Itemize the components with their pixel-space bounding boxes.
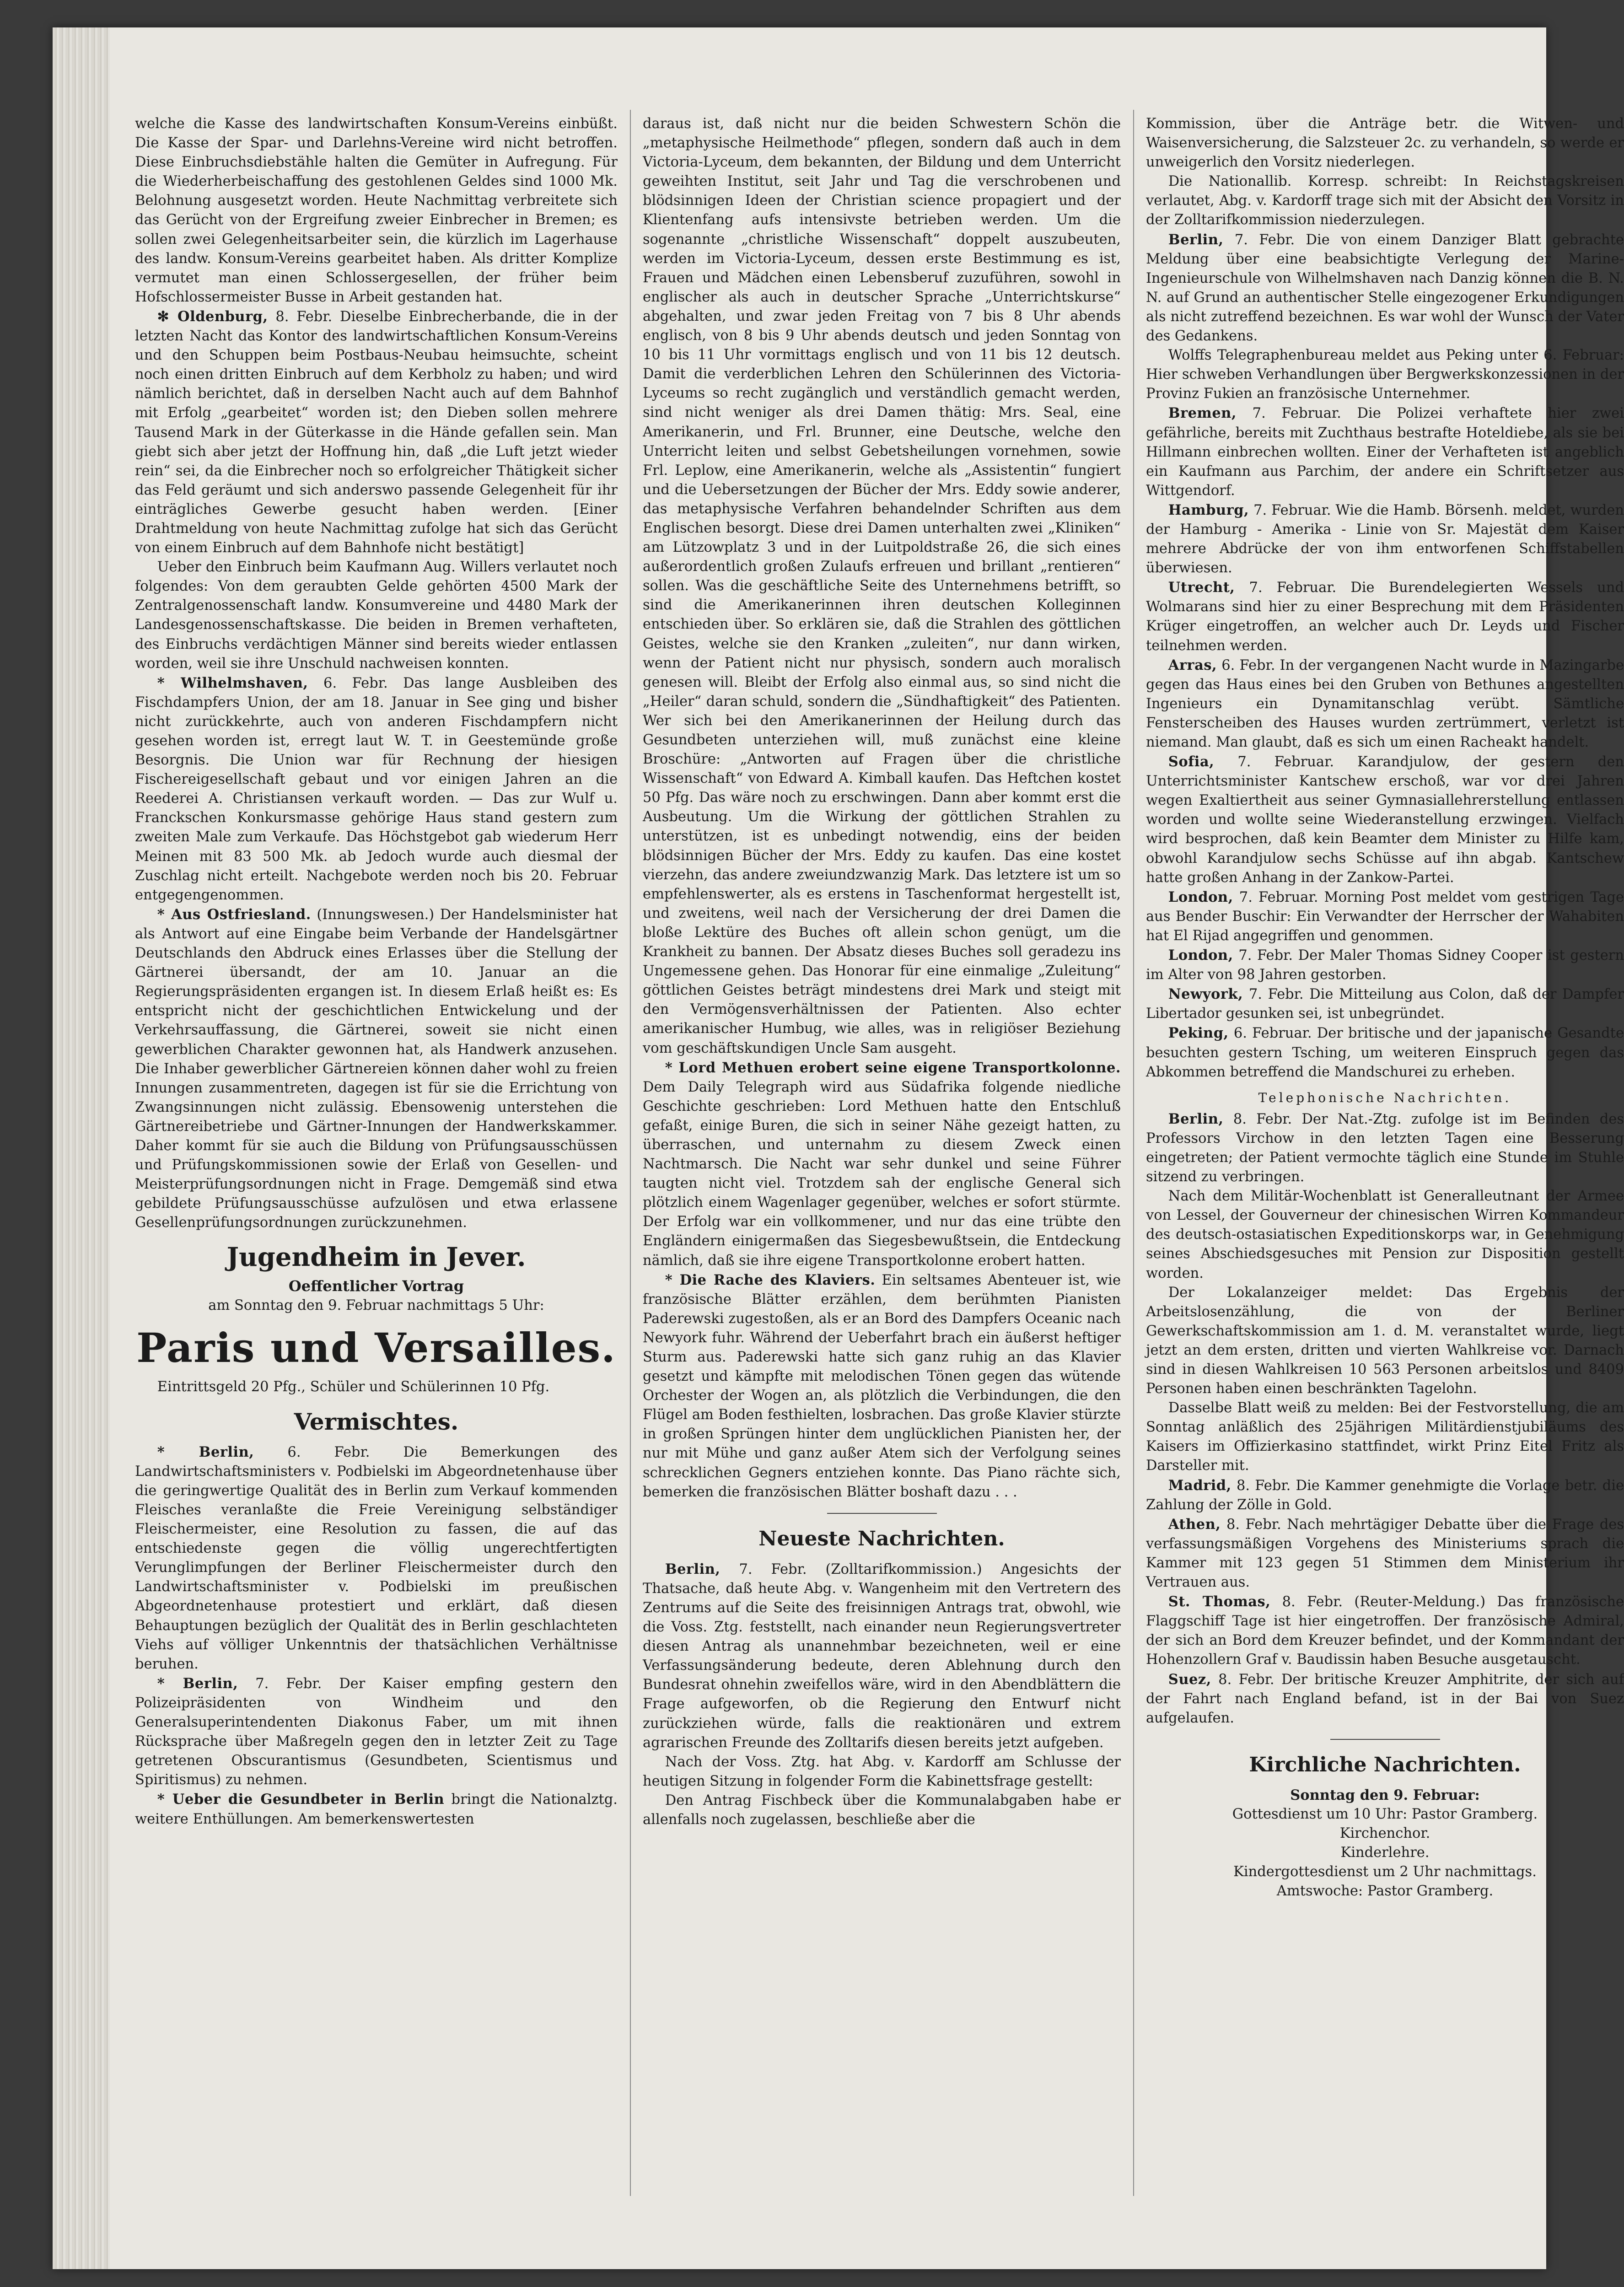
- article-text: bringt die Nationalztg. weitere Enthüllungen. Am bemerkenswertesten: [135, 1792, 618, 1827]
- article-dateline: Berlin,: [1168, 1110, 1224, 1127]
- article-text: daraus ist, daß nicht nur die beiden Schwestern Schön die „metaphysische Heilmethode“ pflegen, sondern daß auch in dem Victoria-Lyceum, dem bekannten, der Bildung und dem Unterricht geweihten Institut, seit Jahr und Tag die verschrobenen und blödsinnigen Ideen der Christian science propagiert und der Klientenfang aufs intensivste betrieben werden. Um die sogenannte „christliche Wissenschaft“ doppelt auszubeuten, werden im Victoria-Lyceum, dessen erste Bestimmung es ist, Frauen und Mädchen einen Lebensberuf zuzuführen, sowohl in englischer als auch in deutscher Sprache „Unterrichtskurse“ abgehalten, und zwar jeden Freitag von 7 bis 8 Uhr abends englisch, von 8 bis 9 Uhr abends deutsch und jeden Sonntag von 10 bis 11 Uhr vormittags englisch und von 11 bis 12 deutsch. Damit die verderblichen Lehren den Schülerinnen des Victoria-Lyceums so recht zugänglich und verständlich gemacht werden, sind nicht weniger als drei Damen thätig: Mrs. Seal, eine Amerikanerin, und Frl. Brunner, eine Deutsche, welche den Unterricht leiten und selbst Gebetsheilungen vornehmen, sowie Frl. Leplow, eine Amerikanerin, welche als „Assistentin“ fungiert und die Uebersetzungen der Bücher der Mrs. Eddy sowie anderer, das metaphysische Verfahren behandelnder Schriften aus dem Englischen besorgt. Diese drei Damen unterhalten zwei „Kliniken“ am Lützowplatz 3 und in der Luitpoldstraße 26, die sich eines außerordentlich großen Zulaufs erfreuen und brillant „rentieren“ sollen. Was die geschäftliche Seite des Unternehmens betrifft, so sind die Amerikanerinnen ihren deutschen Kolleginnen entschieden über. So erklären sie, daß die Strahlen des göttlichen Geistes, welche sie den Kranken „zuleiten“, nur dann wirken, wenn der Patient nicht nur physisch, sondern auch moralisch genesen will. Bleibt der Erfolg also einmal aus, so sind nicht die „Heiler“ daran schuld, sondern die „Sündhaftigkeit“ des Patienten. Wer sich bei den Amerikanerinnen der Heilung durch das Gesundbeten unterziehen will, muß zunächst eine kleine Broschüre: „Antworten auf Fragen über die christliche Wissenschaft“ von Edward A. Kimball kaufen. Das Heftchen kostet 50 Pfg. Das wäre noch zu erschwingen. Dann aber kommt erst die Ausbeutung. Um die Wirkung der göttlichen Strahlen zu unterstützen, ist es unbedingt notwendig, eins der beiden blödsinnigen Bücher der Mrs. Eddy zu kaufen. Das eine kostet vierzehn, das andere zweiundzwanzig Mark. Das letztere ist um so empfehlenswerter, als es erstens in Taschenformat hergestellt ist, und zweitens, weil nach der Versicherung der drei Damen die bloße Lektüre des Buches oft allein schon genügt, um die Krankheit zu bannen. Der Absatz dieses Buches soll geradezu ins Ungemessene gehen. Das Honorar für eine einmalige „Zuleitung“ göttlichen Geistes beträgt mindestens drei Mark und steigt mit den Vermögensverhältnissen der Patienten. Also echter amerikanischer Humbug, wie alles, was in religiöser Beziehung vom geschäftskundigen Uncle Sam ausgeht.: [643, 116, 1121, 1056]
- article-text: 8. Febr. Der Nat.-Ztg. zufolge ist im Befinden des Professors Virchow in den letzten Tagen eine Besserung eingetreten; der Patient vermochte täglich eine Stunde im Stuhle sitzend zu verbringen.: [1146, 1111, 1624, 1185]
- article-paragraph: [1146, 1515, 1624, 1592]
- column-rule: [630, 110, 631, 2196]
- article-paragraph: [1146, 656, 1624, 752]
- article-text: Wolffs Telegraphenbureau meldet aus Peking unter 6. Februar: Hier schweben Verhandlungen über Bergwerkskonzessionen in der Provinz Fukien an französische Unternehmer.: [1146, 347, 1624, 402]
- article-paragraph: [643, 114, 1121, 1058]
- article-dateline: * Die Rache des Klaviers.: [665, 1271, 876, 1288]
- article-paragraph: [135, 1674, 618, 1790]
- article-dateline: Arras,: [1168, 657, 1217, 673]
- article-paragraph: [1146, 1399, 1624, 1475]
- kirchlich-date: Sonntag den 9. Februar:: [1290, 1787, 1480, 1803]
- section-heading-vermischtes: Vermischtes.: [294, 1408, 459, 1435]
- article-text: 7. Februar. Die Burendelegierten Wessels und Wolmarans sind hier zu einer Besprechung mit dem Präsidenten Krüger eingetroffen, an welcher auch Dr. Leyds und Fischer teilnehmen werden.: [1146, 580, 1624, 654]
- article-paragraph: [1146, 114, 1624, 172]
- article-paragraph: [135, 905, 618, 1233]
- column-3: [1146, 114, 1624, 2191]
- article-paragraph: [1146, 985, 1624, 1023]
- article-paragraph: [1146, 1670, 1624, 1728]
- article-text: 8. Febr. Nach mehrtägiger Debatte über die Frage des verfassungsmäßigen Vorgehens des Ministeriums sprach die Kammer mit 123 gegen 51 Stimmen dem Ministerium ihr Vertrauen aus.: [1146, 1516, 1624, 1591]
- article-text: Dem Daily Telegraph wird aus Südafrika folgende niedliche Geschichte geschrieben: Lord Methuen hatte den Entschluß gefaßt, einige Buren, die sich in seiner Nähe gezeigt hatten, zu überraschen, und unternahm zu diesem Zweck einen Nachtmarsch. Die Nacht war sehr dunkel und seine Führer taugten nicht viel. Trotzdem sah der englische General sich plötzlich einem Wagenlager gegenüber, welches er sofort stürmte. Der Erfolg war ein vollkommener, und nur das eine trübte den Engländern einigermaßen das Siegesbewußtsein, die Entdeckung nämlich, daß sie ihre eigene Transportkolonne erobert hatten.: [643, 1079, 1121, 1269]
- column-1-articles: [135, 114, 618, 1232]
- article-paragraph: [135, 558, 618, 673]
- article-text: 6. Febr. Die Bemerkungen des Landwirtschaftsministers v. Podbielski im Abgeordnetenhause über die geringwertige Qualität des in Berlin zum Verkauf kommenden Fleisches veranlaßte die Freie Vereinigung selbständiger Fleischermeister, eine Resolution zu fassen, die auf das entschiedenste gegen die völlig ungerechtfertigten Verunglimpfungen der Berliner Fleischermeister durch den Landwirtschaftsminister v. Podbielski im preußischen Abgeordnetenhause protestiert und erklärt, daß diesen Behauptungen bezüglich der Qualität des in Berlin geschlachteten Viehs auf völliger Unkenntnis der thatsächlichen Verhältnisse beruhen.: [135, 1444, 618, 1672]
- article-text: 7. Febr. Die von einem Danziger Blatt gebrachte Meldung über eine beabsichtigte Verlegung der Marine-Ingenieurschule von Wilhelmshaven nach Danzig können die B. N. N. auf Grund an authentischer Stelle eingezogener Erkundigungen als nicht zutreffend bezeichnen. Es war wohl der Wunsch der Vater des Gedankens.: [1146, 231, 1624, 344]
- article-paragraph: [643, 1753, 1121, 1791]
- article-text: Ein seltsames Abenteuer ist, wie französische Blätter erzählen, dem berühmten Pianisten Paderewski zugestoßen, als er an Bord des Dampfers Oceanic nach Newyork fuhr. Während der Ueberfahrt brach ein äußerst heftiger Sturm aus. Paderewski hatte sich ganz ruhig an das Klavier gesetzt und kämpfte mit melodischen Tönen gegen das wütende Orchester der Wogen an, als plötzlich die Verbindungen, die den Flügel am Boden festhielten, losbrachen. Das große Klavier stürzte in großen Sprüngen hinter dem unglücklichen Pianisten her, der nur mit Mühe und ganz außer Atem sich der Verfolgung seines schrecklichen Gegners entziehen konnte. Das Piano rächte sich, bemerken die französischen Blätter boshaft dazu . . .: [643, 1272, 1121, 1500]
- article-dateline: Sofia,: [1168, 753, 1215, 770]
- article-dateline: ✻ Oldenburg,: [157, 308, 268, 325]
- article-paragraph: [1146, 230, 1624, 346]
- article-text: 8. Febr. Die Kammer genehmigte die Vorlage betr. die Zahlung der Zölle in Gold.: [1146, 1477, 1624, 1513]
- article-paragraph: [135, 1442, 618, 1674]
- advert-fee: Eintrittsgeld 20 Pfg., Schüler und Schülerinnen 10 Pfg.: [157, 1378, 550, 1395]
- page-edge: [53, 27, 110, 2269]
- article-paragraph: [1146, 346, 1624, 404]
- article-dateline: * Berlin,: [157, 1675, 238, 1692]
- article-dateline: London,: [1168, 947, 1233, 964]
- article-text: Der Lokalanzeiger meldet: Das Ergebnis der Arbeitslosenzählung, die von der Berliner Gewerkschaftskommission am 1. d. M. veranstaltet wurde, liegt jetzt an dem ersten, dritten und vierten Wahlkreise vor. Darnach sind in diesen Wahlkreisen 10 563 Personen arbeitslos und 8409 Personen haben einen beschränkten Tagelohn.: [1146, 1284, 1624, 1397]
- article-text: Nach der Voss. Ztg. hat Abg. v. Kardorff am Schlusse der heutigen Sitzung in folgender Form die Kabinettsfrage gestellt:: [643, 1754, 1121, 1789]
- article-dateline: Madrid,: [1168, 1477, 1231, 1494]
- article-dateline: St. Thomas,: [1168, 1593, 1271, 1610]
- article-text: Den Antrag Fischbeck über die Kommunalabgaben habe er allenfalls noch zugelassen, beschließe aber die: [643, 1792, 1121, 1828]
- article-text: 8. Febr. Der britische Kreuzer Amphitrite, der sich auf der Fahrt nach England befand, ist in der Bai von Suez aufgelaufen.: [1146, 1671, 1624, 1726]
- article-paragraph: [1146, 172, 1624, 230]
- article-paragraph: [1146, 1109, 1624, 1187]
- article-dateline: * Ueber die Gesundbeter in Berlin: [157, 1791, 445, 1808]
- article-dateline: Berlin,: [665, 1561, 721, 1577]
- article-dateline: London,: [1168, 888, 1233, 905]
- kirchlich-line: Kindergottesdienst um 2 Uhr nachmittags.: [1233, 1864, 1537, 1880]
- article-text: 7. Februar. Wie die Hamb. Börsenh. meldet, wurden der Hamburg - Amerika - Linie von Sr. Majestät dem Kaiser mehrere Abdrücke der von ihm entworfenen Schiffstabellen überwiesen.: [1146, 502, 1624, 576]
- section-heading-neueste: Neueste Nachrichten.: [758, 1527, 1005, 1550]
- article-text: Dasselbe Blatt weiß zu melden: Bei der Festvorstellung, die am Sonntag anläßlich des 25jährigen Militärdienstjubiläums des Kaisers im Offizierkasino stattfindet, wirkt Prinz Eitel Fritz als Darsteller mit.: [1146, 1400, 1624, 1474]
- column-2: [643, 114, 1121, 2191]
- column-1: [135, 114, 618, 2191]
- article-paragraph: [643, 1270, 1121, 1502]
- newspaper-page: [53, 27, 1624, 2269]
- article-paragraph: [135, 307, 618, 558]
- article-dateline: Peking,: [1168, 1025, 1229, 1042]
- article-text: 6. Februar. Der britische und der japanische Gesandte besuchten gestern Tsching, um weiteren Einspruch gegen das Abkommen betreffend die Mandschurei zu erheben.: [1146, 1025, 1624, 1080]
- article-dateline: Suez,: [1168, 1671, 1211, 1688]
- article-text: 7. Febr. Die Mitteilung aus Colon, daß der Dampfer Libertador gesunken sei, ist unbegründet.: [1146, 986, 1624, 1022]
- article-text: welche die Kasse des landwirtschaften Konsum-Vereins einbüßt. Die Kasse der Spar- und Darlehns-Vereine wird nicht betroffen. Diese Einbruchsdiebstähle halten die Gemüter in Aufregung. Für die Wiederherbeischaffung des gestohlenen Geldes sind 1000 Mk. Belohnung ausgesetzt worden. Heute Nachmittag verbreitete sich das Gerücht von der Ergreifung zweier Einbrecher in Bremen; es sollen zwei Gelegenheitsarbeiter sein, die kürzlich im Lagerhause des landw. Konsum-Vereins gearbeitet haben. Als dritter Komplize vermutet man einen Schlossergesellen, der früher beim Hofschlossermeister Busse in Arbeit gestanden hat.: [135, 116, 618, 305]
- article-text: 8. Febr. (Reuter-Meldung.) Das französische Flaggschiff Tage ist hier eingetroffen. Der französische Admiral, der sich an Bord dem Kreuzer befindet, und der Kommandant der Hohenzollern Graf v. Baudissin haben Besuche ausgetauscht.: [1146, 1594, 1624, 1668]
- article-dateline: * Aus Ostfriesland.: [157, 906, 311, 923]
- article-dateline: Berlin,: [1168, 231, 1224, 248]
- article-dateline: * Berlin,: [157, 1443, 254, 1460]
- article-paragraph: [1146, 500, 1624, 578]
- kirchlich-lines: [1146, 1786, 1624, 1901]
- column-rule: [1133, 110, 1134, 2196]
- article-text: 7. Februar. Morning Post meldet vom gestrigen Tage aus Bender Buschir: Ein Verwandter der Herrscher der Wahabiten hat El Rijad angegriffen und genommen.: [1146, 889, 1624, 944]
- divider: [827, 1513, 937, 1514]
- column-2-articles: [643, 114, 1121, 1502]
- article-paragraph: [1146, 1023, 1624, 1082]
- column-2b-articles: [643, 1560, 1121, 1830]
- article-text: Die Nationallib. Korresp. schreibt: In Reichstagskreisen verlautet, Abg. v. Kardorff trage sich mit der Absicht den Vorsitz in der Zolltarifkommission niederzulegen.: [1146, 173, 1624, 228]
- kirchlich-line: Gottesdienst um 10 Uhr: Pastor Gramberg.: [1232, 1806, 1538, 1822]
- kirchlich-title: Kirchliche Nachrichten.: [1249, 1753, 1521, 1776]
- article-text: 8. Febr. Dieselbe Einbrecherbande, die in der letzten Nacht das Kontor des landwirtschaftlichen Konsum-Vereins und den Schuppen beim Postbaus-Neubau heimsuchte, scheint noch einen dritten Einbruch auf dem Kerbholz zu haben; und wird nämlich berichtet, daß in derselben Nacht auch auf dem Bahnhof mit Erfolg „gearbeitet“ worden ist; den Dieben sollen mehrere Tausend Mark in der Güterkasse in die Hände gefallen sein. Man giebt sich aber jetzt der Hoffnung hin, daß „die Luft jetzt wieder rein“ sei, da die Einbrecher noch so erfolgreicher Thätigkeit sicher das Feld geräumt und sich anderswo passende Gelegenheit für ihr einträgliches Gewerbe gesucht haben werden. [Einer Drahtmeldung von heute Nachmittag zufolge hat sich das Gerücht von einem Einbruch auf dem Bahnhofe nicht bestätigt]: [135, 308, 618, 556]
- kirchlich-line: Kirchenchor.: [1339, 1825, 1430, 1841]
- article-text: 7. Febr. Der Kaiser empfing gestern den Polizeipräsidenten von Windheim und den Generalsuperintendenten Diakonus Faber, um mit ihnen Rücksprache über Maßregeln gegen den in letzter Zeit zu Tage getretenen Obscurantismus (Gesundbeten, Scientismus und Spiritismus) zu nehmen.: [135, 1675, 618, 1788]
- advert-subtitle: Oeffentlicher Vortrag: [288, 1277, 464, 1295]
- article-paragraph: [1146, 404, 1624, 500]
- article-paragraph: [1146, 1187, 1624, 1283]
- article-dateline: Hamburg,: [1168, 501, 1249, 518]
- advertisement: [135, 1239, 618, 1396]
- article-text: 7. Februar. Karandjulow, der gestern den Unterrichtsminister Kantschew erschoß, war vor drei Jahren wegen Exaltiertheit aus seiner Gymnasiallehrerstellung entlassen worden und wollte seine Wiederanstellung erzwingen. Vielfach wird besprochen, daß kein Beamter dem Minister zu Hilfe kam, obwohl Karandjulow sechs Schüsse auf ihn abgab. Kantschew hatte großen Anhang in der Zankow-Partei.: [1146, 754, 1624, 886]
- column-3b-articles: [1146, 1109, 1624, 1728]
- article-paragraph: [1146, 888, 1624, 946]
- article-paragraph: [135, 1790, 618, 1829]
- article-paragraph: [1146, 578, 1624, 655]
- article-paragraph: [643, 1560, 1121, 1753]
- article-text: 6. Febr. In der vergangenen Nacht wurde in Mazingarbe gegen das Haus eines bei den Gruben von Bethunes angestellten Ingenieurs ein Dynamitanschlag verübt. Sämtliche Fensterscheiben des Hauses wurden zertrümmert, verletzt ist niemand. Man glaubt, daß es sich um einen Racheakt handelt.: [1146, 657, 1624, 750]
- article-paragraph: [1146, 1283, 1624, 1399]
- article-paragraph: [1146, 1476, 1624, 1515]
- article-paragraph: [643, 1058, 1121, 1270]
- article-text: Kommission, über die Anträge betr. die Witwen- und Waisenversicherung, die Salzsteuer 2c. zu verhandeln, so werde er unweigerlich den Vorsitz niederlegen.: [1146, 116, 1624, 171]
- article-text: Ueber den Einbruch beim Kaufmann Aug. Willers verlautet noch folgendes: Von dem geraubten Gelde gehörten 4500 Mark der Zentralgenossenschaft landw. Konsumvereine und 4480 Mark der Landesgenossenschaftskasse. Die beiden in Bremen verhafteten, des Einbruchs verdächtigen Männer sind bereits wieder entlassen worden, weil sie ihre Unschuld nachweisen konnten.: [135, 559, 618, 672]
- article-dateline: Utrecht,: [1168, 579, 1235, 596]
- column-1b-articles: [135, 1442, 618, 1829]
- advert-topic: Paris und Versailles.: [136, 1324, 616, 1372]
- article-dateline: Bremen,: [1168, 405, 1237, 422]
- article-text: 6. Febr. Das lange Ausbleiben des Fischdampfers Union, der am 18. Januar in See ging und bisher nicht zurückkehrte, auch von anderen Fischdampfern nicht gesehen worden ist, erregt laut W. T. in Geestemünde große Besorgnis. Die Union war für Rechnung der hiesigen Fischereigesellschaft gebaut und vor einigen Jahren an die Reederei A. Christiansen verkauft worden. — Das zur Wulf u. Franckschen Konkursmasse gehörige Haus stand gestern zum zweiten Male zum Verkaufe. Das Höchstgebot gab wiederum Herr Meinen mit 83 500 Mk. ab Jedoch wurde auch diesmal der Zuschlag nicht erteilt. Nachgebote werden noch bis 20. Februar entgegengenommen.: [135, 675, 618, 903]
- article-text: 7. Febr. Der Maler Thomas Sidney Cooper ist gestern im Alter von 98 Jahren gestorben.: [1146, 947, 1624, 983]
- article-paragraph: [1146, 752, 1624, 888]
- section-heading-telephon: Telephonische Nachrichten.: [1258, 1090, 1512, 1105]
- article-dateline: Newyork,: [1168, 986, 1243, 1003]
- article-paragraph: [1146, 946, 1624, 985]
- article-text: 7. Febr. (Zolltarifkommission.) Angesichts der Thatsache, daß heute Abg. v. Wangenheim mit den Vertretern des Zentrums auf die Seite des freisinnigen Antrags trat, obwohl, wie die Voss. Ztg. feststellt, nach einander neun Regierungsvertreter diesen Antrag als unannehmbar bezeichneten, weil er eine Verfassungsänderung bedeute, deren Ablehnung durch den Bundesrat ohnehin zweifellos wäre, wird in den Abendblättern die Frage aufgeworfen, ob die Regierung den Entwurf nicht zurückziehen würde, falls die reaktionären und extrem agrarischen Freunde des Zolltarifs diesen bereits jetzt aufgeben.: [643, 1561, 1121, 1751]
- article-paragraph: [135, 114, 618, 307]
- kirchlich-line: Kinderlehre.: [1340, 1845, 1430, 1861]
- article-paragraph: [643, 1791, 1121, 1830]
- article-dateline: Athen,: [1168, 1516, 1221, 1533]
- kirchlich-line: Amtswoche: Pastor Gramberg.: [1276, 1883, 1494, 1900]
- divider: [1330, 1739, 1440, 1740]
- advert-date: am Sonntag den 9. Februar nachmittags 5 Uhr:: [208, 1297, 544, 1313]
- article-paragraph: [1146, 1592, 1624, 1669]
- advert-title: Jugendheim in Jever.: [226, 1242, 526, 1273]
- article-text: 7. Februar. Die Polizei verhaftete hier zwei gefährliche, bereits mit Zuchthaus bestrafte Hoteldiebe, als sie bei Hillmann einbrechen wollten. Einer der Verhafteten ist angeblich ein Kaufmann aus Parchim, der andere ein Schriftsetzer aus Wittgendorf.: [1146, 405, 1624, 499]
- column-3-articles: [1146, 114, 1624, 1082]
- article-text: Nach dem Militär-Wochenblatt ist Generalleutnant der Armee von Lessel, der Gouverneur der chinesischen Wirren Kommandeur des deutsch-ostasiatischen Expeditionskorps war, in Genehmigung seines Abschiedsgesuches mit Pension zur Disposition gestellt worden.: [1146, 1188, 1624, 1281]
- article-dateline: * Lord Methuen erobert seine eigene Transportkolonne.: [665, 1059, 1121, 1076]
- article-text: (Innungswesen.) Der Handelsminister hat als Antwort auf eine Eingabe beim Verbande der Handelsgärtner Deutschlands den Abdruck eines Erlasses über die Stellung der Gärtnerei übersandt, der am 10. Januar an die Regierungspräsidenten ergangen ist. In diesem Erlaß heißt es: Es entspricht nicht der geschichtlichen Entwickelung und der Verkehrsauffassung, die Gärtnerei, soweit sie nicht einen gewerblichen Charakter gewonnen hat, als Handwerk anzusehen. Die Inhaber gewerblicher Gärtnereien können daher wohl zu freien Innungen zusammentreten, dagegen ist für sie die Errichtung von Zwangsinnungen nicht zulässig. Ebensowenig unterstehen die Gärtnereibetriebe und Gärtner-Innungen der Handwerkskammer. Daher kommt für sie auch die Bildung von Prüfungsausschüssen und Prüfungskommissionen sowie der Erlaß von Gesellen- und Meisterprüfungsordnungen nicht in Frage. Demgemäß sind etwa gebildete Prüfungsausschüsse aufzulösen und etwa erlassene Gesellenprüfungsordnungen zurückzunehmen.: [135, 906, 618, 1231]
- article-paragraph: [135, 673, 618, 905]
- article-dateline: * Wilhelmshaven,: [157, 674, 308, 691]
